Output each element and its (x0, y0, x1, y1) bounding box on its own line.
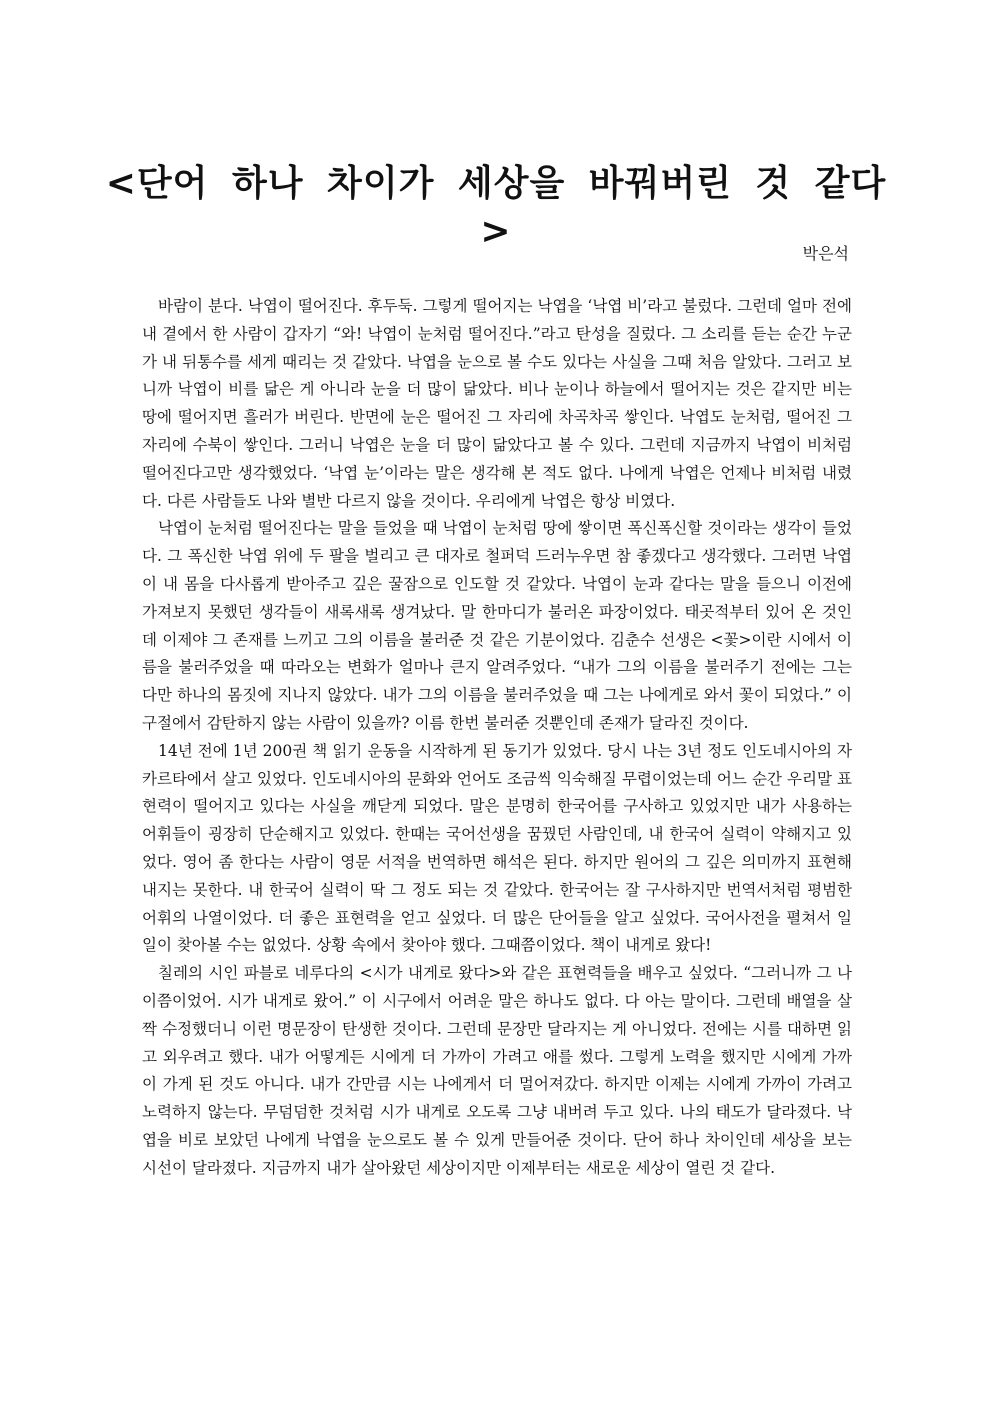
document-body (142, 293, 852, 1183)
paragraph-3: 14년 전에 1년 200권 책 읽기 운동을 시작하게 된 동기가 있었다. 당시 나는 3년 정도 인도네시아의 자카르타에서 살고 있었다. 인도네시아의 문화와 언어도 조금씩 익숙해질 무렵이었는데 어느 순간 우리말 표현력이 떨어지고 있다는 사실을 깨닫게 되었다. 말은 분명히 한국어를 구사하고 있었지만 내가 사용하는 어휘들이 굉장히 단순해지고 있었다. 한때는 국어선생을 꿈꿨던 사람인데, 내 한국어 실력이 약해지고 있었다. 영어 좀 한다는 사람이 영문 서적을 번역하면 해석은 된다. 하지만 원어의 그 깊은 의미까지 표현해내지는 못한다. 내 한국어 실력이 딱 그 정도 되는 것 같았다. 한국어는 잘 구사하지만 번역서처럼 평범한 어휘의 나열이었다. 더 좋은 표현력을 얻고 싶었다. 더 많은 단어들을 알고 싶었다. 국어사전을 펼쳐서 일일이 찾아볼 수는 없었다. 상황 속에서 찾아야 했다. 그때쯤이었다. 책이 내게로 왔다! (142, 741, 852, 955)
paragraph-2: 낙엽이 눈처럼 떨어진다는 말을 들었을 때 낙엽이 눈처럼 땅에 쌓이면 폭신폭신할 것이라는 생각이 들었다. 그 폭신한 낙엽 위에 두 팔을 벌리고 큰 대자로 철퍼덕 드러누우면 참 좋겠다고 생각했다. 그러면 낙엽이 내 몸을 다사롭게 받아주고 깊은 꿀잠으로 인도할 것 같았다. 낙엽이 눈과 같다는 말을 들으니 이전에 가져보지 못했던 생각들이 새록새록 생겨났다. 말 한마디가 불러온 파장이었다. 태곳적부터 있어 온 것인데 이제야 그 존재를 느끼고 그의 이름을 불러준 것 같은 기분이었다. 김춘수 선생은 <꽃>이란 시에서 이름을 불러주었을 때 따라오는 변화가 얼마나 큰지 알려주었다. “내가 그의 이름을 불러주기 전에는 그는 다만 하나의 몸짓에 지나지 않았다. 내가 그의 이름을 불러주었을 때 그는 나에게로 와서 꽃이 되었다.” 이 구절에서 감탄하지 않는 사람이 있을까? 이름 한번 불러준 것뿐인데 존재가 달라진 것이다. (142, 519, 852, 732)
paragraph-1: 바람이 분다. 낙엽이 떨어진다. 후두둑. 그렇게 떨어지는 낙엽을 ‘낙엽 비’라고 불렀다. 그런데 얼마 전에 내 곁에서 한 사람이 갑자기 “와! 낙엽이 눈처럼 떨어진다.”라고 탄성을 질렀다. 그 소리를 듣는 순간 누군가 내 뒤통수를 세게 때리는 것 같았다. 낙엽을 눈으로 볼 수도 있다는 사실을 그때 처음 알았다. 그러고 보니까 낙엽이 비를 닮은 게 아니라 눈을 더 많이 닮았다. 비나 눈이나 하늘에서 떨어지는 것은 같지만 비는 땅에 떨어지면 흘러가 버린다. 반면에 눈은 떨어진 그 자리에 차곡차곡 쌓인다. 낙엽도 눈처럼, 떨어진 그 자리에 수북이 쌓인다. 그러니 낙엽은 눈을 더 많이 닮았다고 볼 수 있다. 그런데 지금까지 낙엽이 비처럼 떨어진다고만 생각했었다. ‘낙엽 눈’이라는 말은 생각해 본 적도 없다. 나에게 낙엽은 언제나 비처럼 내렸다. 다른 사람들도 나와 별반 다르지 않을 것이다. 우리에게 낙엽은 항상 비였다. (142, 297, 852, 510)
author-name: 박은석 (802, 244, 849, 263)
paragraph-4: 칠레의 시인 파블로 네루다의 <시가 내게로 왔다>와 같은 표현력들을 배우고 싶었다. “그러니까 그 나이쯤이었어. 시가 내게로 왔어.” 이 시구에서 어려운 말은 하나도 없다. 다 아는 말이다. 그런데 배열을 살짝 수정했더니 이런 명문장이 탄생한 것이다. 그런데 문장만 달라지는 게 아니었다. 전에는 시를 대하면 읽고 외우려고 했다. 내가 어떻게든 시에게 더 가까이 가려고 애를 썼다. 그렇게 노력을 했지만 시에게 가까이 가게 된 것도 아니다. 내가 간만큼 시는 나에게서 더 멀어져갔다. 하지만 이제는 시에게 가까이 가려고 노력하지 않는다. 무덤덤한 것처럼 시가 내게로 오도록 그냥 내버려 두고 있다. 나의 태도가 달라졌다. 낙엽을 비로 보았던 나에게 낙엽을 눈으로도 볼 수 있게 만들어준 것이다. 단어 하나 차이인데 세상을 보는 시선이 달라졌다. 지금까지 내가 살아왔던 세상이지만 이제부터는 새로운 세상이 열린 것 같다. (142, 964, 852, 1177)
document-title: <단어 하나 차이가 세상을 바꿔버린 것 같다> (105, 163, 887, 252)
